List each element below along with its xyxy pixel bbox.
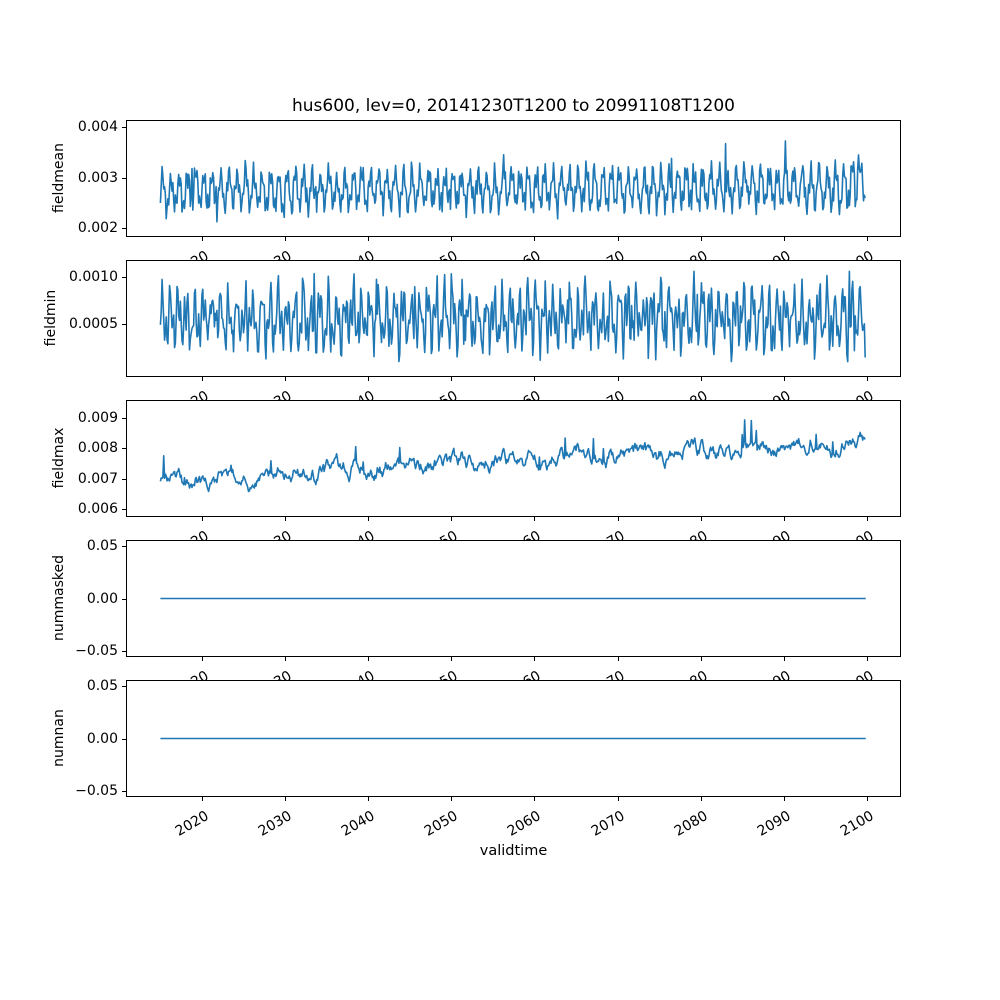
x-tick-mark (285, 237, 286, 241)
x-tick-mark (701, 657, 702, 661)
x-tick-mark (618, 797, 619, 801)
x-tick-label: 2070 (589, 808, 628, 840)
x-tick-mark (534, 797, 535, 801)
x-tick-mark (784, 237, 785, 241)
x-tick-mark (285, 377, 286, 381)
figure-title: hus600, lev=0, 20141230T1200 to 20991108T1200 (292, 96, 735, 116)
y-tick-label: 0.007 (77, 471, 118, 487)
y-tick-label: 0.009 (77, 410, 118, 426)
x-tick-mark (867, 797, 868, 801)
y-axis-label-nummasked: nummasked (51, 555, 67, 642)
y-tick-label: −0.05 (75, 783, 118, 799)
y-tick-mark (122, 509, 126, 510)
x-tick-labels-clipped (0, 377, 1000, 399)
y-tick-label: 0.004 (77, 119, 118, 135)
x-tick-mark (534, 377, 535, 381)
x-tick-mark (701, 377, 702, 381)
y-tick-mark (122, 739, 126, 740)
x-tick-mark (368, 797, 369, 801)
y-tick-mark (122, 127, 126, 128)
x-tick-mark (451, 237, 452, 241)
y-tick-mark (122, 178, 126, 179)
x-tick-label: 2040 (339, 808, 378, 840)
y-tick-label: 0.00 (86, 591, 118, 607)
x-tick-mark (202, 657, 203, 661)
x-tick-mark (534, 657, 535, 661)
y-tick-mark (122, 791, 126, 792)
fieldmin-plot-canvas (127, 261, 900, 376)
y-tick-mark (122, 546, 126, 547)
x-tick-mark (202, 797, 203, 801)
fieldmax-data-line (160, 420, 865, 492)
subplot-numnan (126, 680, 901, 797)
x-tick-label: 2050 (422, 808, 461, 840)
fieldmean-data-line (160, 141, 865, 222)
x-tick-mark (784, 797, 785, 801)
y-tick-mark (122, 599, 126, 600)
y-axis-label-fieldmin: fieldmin (43, 289, 59, 347)
x-tick-mark (368, 237, 369, 241)
x-tick-mark (202, 517, 203, 521)
x-tick-mark (451, 517, 452, 521)
subplot-fieldmin (126, 260, 901, 377)
x-tick-mark (867, 377, 868, 381)
fieldmean-plot-canvas (127, 121, 900, 236)
fieldmin-data-line (160, 271, 865, 361)
y-tick-label: 0.05 (86, 678, 118, 694)
x-tick-label: 2090 (755, 808, 794, 840)
x-tick-labels-clipped (0, 237, 1000, 259)
y-tick-label: 0.0005 (69, 316, 118, 332)
y-tick-label: 0.002 (77, 220, 118, 236)
x-tick-mark (784, 657, 785, 661)
x-tick-mark (701, 797, 702, 801)
fieldmax-plot-canvas (127, 401, 900, 516)
y-tick-label: 0.006 (77, 501, 118, 517)
x-tick-mark (534, 237, 535, 241)
y-tick-mark (122, 479, 126, 480)
subplot-fieldmax (126, 400, 901, 517)
x-tick-mark (368, 377, 369, 381)
x-tick-labels-clipped (0, 517, 1000, 539)
x-tick-mark (202, 237, 203, 241)
x-tick-mark (867, 657, 868, 661)
y-tick-label: −0.05 (75, 643, 118, 659)
x-tick-label: 2020 (173, 808, 212, 840)
x-tick-mark (451, 377, 452, 381)
numnan-plot-canvas (127, 681, 900, 796)
y-tick-label: 0.008 (77, 440, 118, 456)
y-tick-mark (122, 686, 126, 687)
x-tick-mark (285, 517, 286, 521)
x-tick-label: 2080 (672, 808, 711, 840)
x-tick-mark (867, 237, 868, 241)
x-tick-mark (534, 517, 535, 521)
x-tick-label: 2060 (505, 808, 544, 840)
x-tick-mark (285, 797, 286, 801)
nummasked-plot-canvas (127, 541, 900, 656)
x-tick-mark (451, 797, 452, 801)
x-tick-labels-clipped (0, 657, 1000, 679)
y-tick-label: 0.003 (77, 170, 118, 186)
x-axis-label: validtime (479, 843, 548, 859)
x-tick-mark (618, 377, 619, 381)
x-tick-mark (368, 657, 369, 661)
y-tick-label: 0.00 (86, 731, 118, 747)
x-tick-mark (285, 657, 286, 661)
y-tick-mark (122, 228, 126, 229)
y-tick-label: 0.0010 (69, 269, 118, 285)
y-tick-mark (122, 324, 126, 325)
x-tick-mark (784, 517, 785, 521)
x-tick-mark (451, 657, 452, 661)
y-tick-label: 0.05 (86, 538, 118, 554)
y-axis-label-fieldmax: fieldmax (51, 427, 67, 489)
x-tick-label: 2030 (256, 808, 295, 840)
x-tick-label: 2100 (838, 808, 877, 840)
x-tick-mark (618, 657, 619, 661)
y-tick-mark (122, 418, 126, 419)
x-tick-mark (701, 237, 702, 241)
x-tick-mark (867, 517, 868, 521)
x-tick-mark (202, 377, 203, 381)
y-tick-mark (122, 277, 126, 278)
y-axis-label-numnan: numnan (51, 709, 67, 767)
subplot-fieldmean (126, 120, 901, 237)
x-tick-mark (368, 517, 369, 521)
x-tick-mark (701, 517, 702, 521)
subplot-nummasked (126, 540, 901, 657)
x-tick-mark (618, 517, 619, 521)
x-tick-mark (784, 377, 785, 381)
y-tick-mark (122, 651, 126, 652)
y-tick-mark (122, 448, 126, 449)
x-tick-mark (618, 237, 619, 241)
y-axis-label-fieldmean: fieldmean (51, 143, 67, 213)
